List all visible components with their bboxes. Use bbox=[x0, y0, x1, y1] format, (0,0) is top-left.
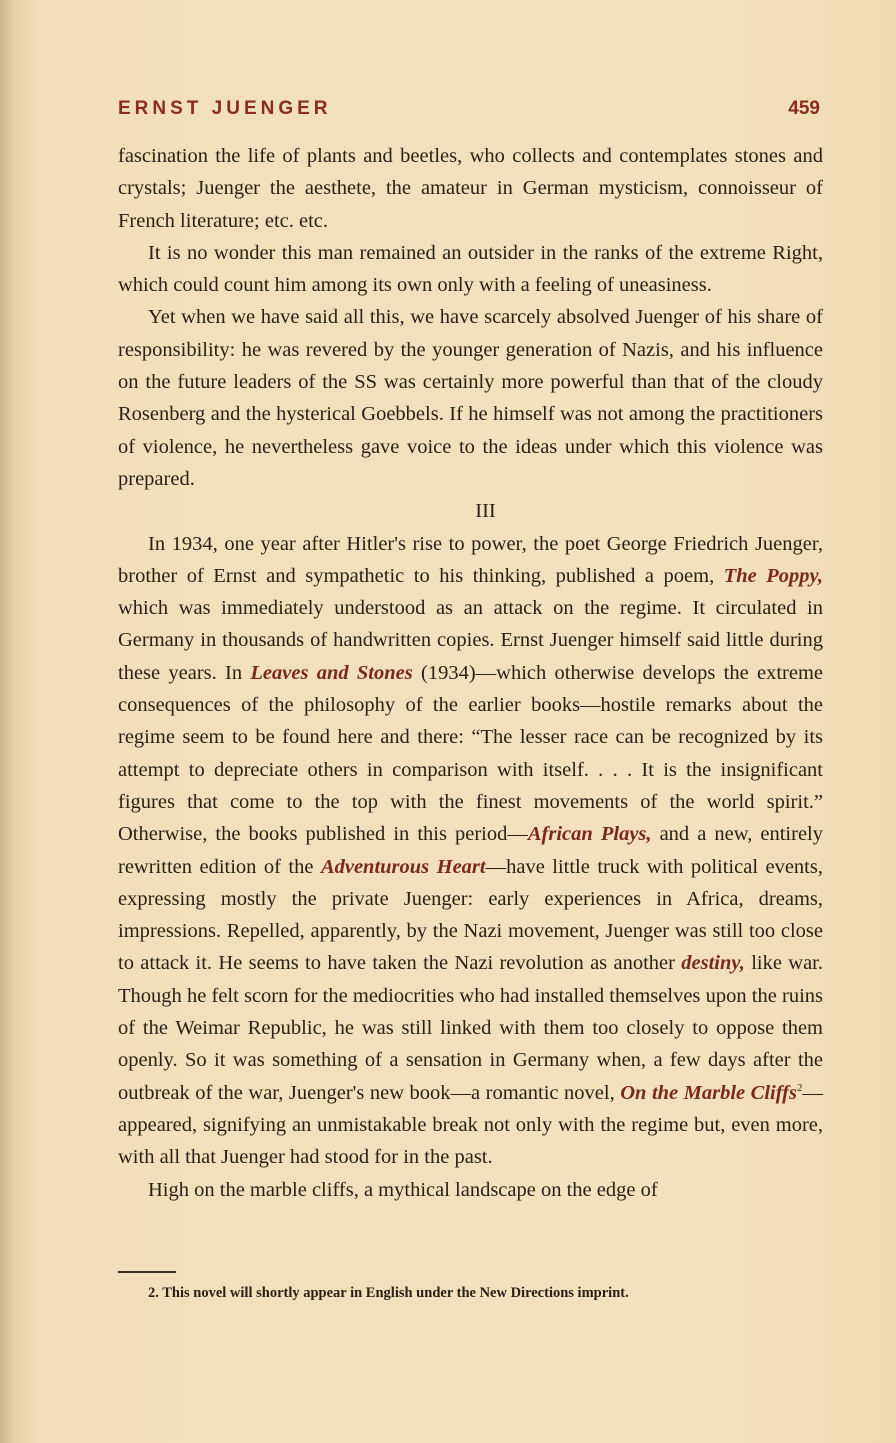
footnote-rule bbox=[118, 1271, 176, 1273]
title-italic: On the Marble Cliffs bbox=[620, 1081, 797, 1104]
text-run: and a new, entirely rewritten edition of the bbox=[118, 823, 823, 878]
title-italic: Leaves and Stones bbox=[250, 661, 413, 684]
title-italic: African Plays, bbox=[527, 823, 652, 846]
page-number: 459 bbox=[788, 98, 820, 119]
text-run: In 1934, one year after Hitler's rise to power, the poet George Friedrich Juenger, brother of Ernst and sympathetic to his thinking, published a poem, bbox=[118, 532, 823, 587]
paragraph: It is no wonder this man remained an outsider in the ranks of the extreme Right, which could count him among its own only with a feeling of uneasiness. bbox=[118, 241, 823, 297]
paragraph: Yet when we have said all this, we have scarcely absolved Juenger of his share of responsibility: he was revered by the younger generation of Nazis, and his influence on the future leaders of the SS was certainly more powerful than that of the cloudy Rosenberg and the hysterical Goebbels. If he himself was not among the practitioners of violence, he nevertheless gave voice to the ideas under which this violence was prepared. bbox=[118, 306, 823, 490]
text-run: which was immediately understood as an attack on the regime. It circulated in Germany in thousands of handwritten copies. Ernst Juenger himself said little during these years. In bbox=[118, 597, 823, 684]
body-text bbox=[118, 140, 823, 1206]
footnote-marker: 2 bbox=[797, 1081, 803, 1094]
title-italic: The Poppy, bbox=[723, 564, 823, 587]
text-run: —have little truck with political events, expressing mostly the private Juenger: early experiences in Africa, dreams, impressions. Repelled, apparently, by the Nazi movement, Juenger was still too close to attack it. He seems to have taken the Nazi revolution as another bbox=[118, 855, 823, 975]
paragraph: High on the marble cliffs, a mythical landscape on the edge of bbox=[148, 1178, 658, 1201]
text-run: (1934)—which otherwise develops the extreme consequences of the philosophy of the earlier books—hostile remarks about the regime seem to be found here and there: “The lesser race can be recognized by its attempt to depreciate others in comparison with itself. . . . It is the insignificant figures that come to the top with the finest movements of the world spirit.” Otherwise, the books published in this period— bbox=[118, 661, 823, 846]
running-head bbox=[118, 98, 820, 120]
paragraph bbox=[118, 528, 823, 1174]
title-italic: Adventurous Heart bbox=[320, 855, 486, 878]
section-heading: III bbox=[475, 500, 496, 523]
text-run: —appeared, signifying an unmistakable break not only with the regime but, even more, with all that Juenger had stood for in the past. bbox=[118, 1081, 823, 1169]
paragraph: fascination the life of plants and beetles, who collects and contemplates stones and crystals; Juenger the aesthete, the amateur in German mysticism, connoisseur of French literature; etc. etc. bbox=[118, 145, 823, 232]
text-run: like war. Though he felt scorn for the mediocrities who had installed themselves upon the ruins of the Weimar Republic, he was still linked with them too closely to oppose them openly. So it was something of a sensation in Germany when, a few days after the outbreak of the war, Juenger's new book—a romantic novel, bbox=[118, 952, 823, 1104]
title-italic: destiny, bbox=[681, 952, 745, 975]
running-head-title: ERNST JUENGER bbox=[118, 98, 332, 119]
footnote: 2. This novel will shortly appear in English under the New Directions imprint. bbox=[148, 1285, 629, 1301]
